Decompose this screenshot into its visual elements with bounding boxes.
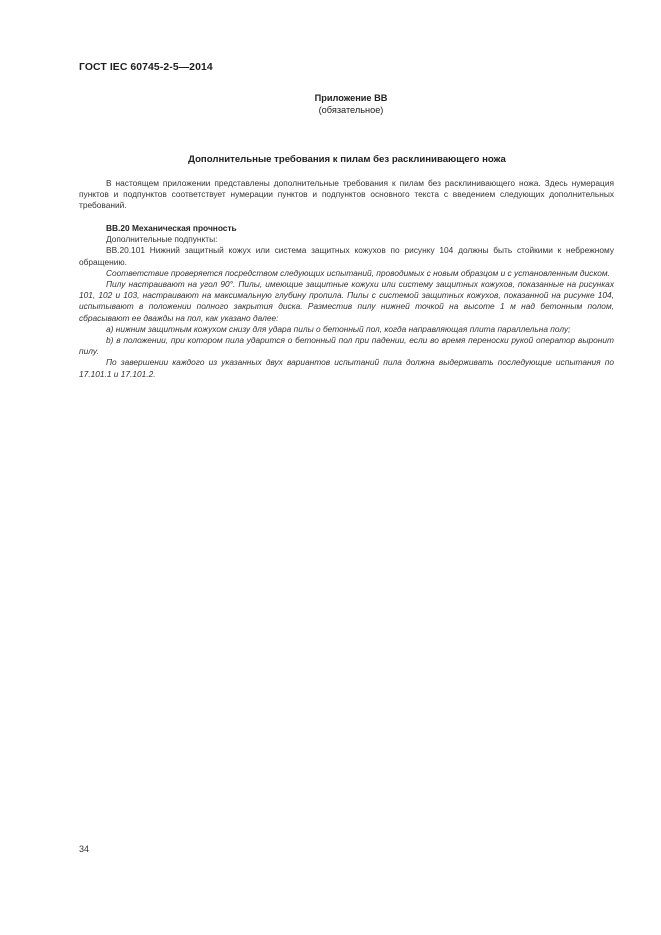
procedure-paragraph: Пилу настраивают на угол 90°. Пилы, имеющие защитные кожухи или систему защитных кожухов, показанные на рисунках 101, 102 и 103, настраивают на максимальную глубину пропила. Пилы с системой защитных кожухов, показанной на рисунке 104, испытывают в положении полного закрытия диска. Разместив пилу нижней точкой на высоте 1 м над бетонным полом, сбрасывают ее дважды на пол, как указано далее: [79,279,614,323]
subclauses-label: Дополнительные подпункты: [106,234,218,245]
clause-block [79,223,614,380]
test-item-a: а) нижним защитным кожухом снизу для удара пилы о бетонный пол, когда направляющая плита параллельна полу; [106,323,571,334]
requirement-paragraph: ВВ.20.101 Нижний защитный кожух или система защитных кожухов по рисунку 104 должны быть стойкими к небрежному обращению. [79,245,614,267]
test-item-b: b) в положении, при котором пила ударится о бетонный пол при падении, если во время переноски рукой оператор выронит пилу. [79,335,614,357]
compliance-paragraph: Соответствие проверяется посредством следующих испытаний, проводимых с новым образцом и с установленным диском. [106,267,610,278]
clause-heading: ВВ.20 Механическая прочность [106,223,237,233]
conclusion-paragraph: По завершении каждого из указанных двух вариантов испытаний пила должна выдерживать последующие испытания по 17.101.1 и 17.101.2. [79,357,614,379]
annex-status: (обязательное) [318,105,384,115]
intro-block [79,178,614,212]
document-code-header: ГОСТ IEC 60745-2-5—2014 [79,62,213,73]
page-number: 34 [79,844,90,854]
intro-paragraph: В настоящем приложении представлены дополнительные требования к пилам без расклинивающего ножа. Здесь нумерация пунктов и подпунктов соответствует нумерации пунктов и подпунктов основного текста с введением следующих дополнительных требований. [79,178,614,211]
annex-title: Приложение ВВ [314,93,388,103]
section-title: Дополнительные требования к пилам без расклинивающего ножа [188,154,506,165]
